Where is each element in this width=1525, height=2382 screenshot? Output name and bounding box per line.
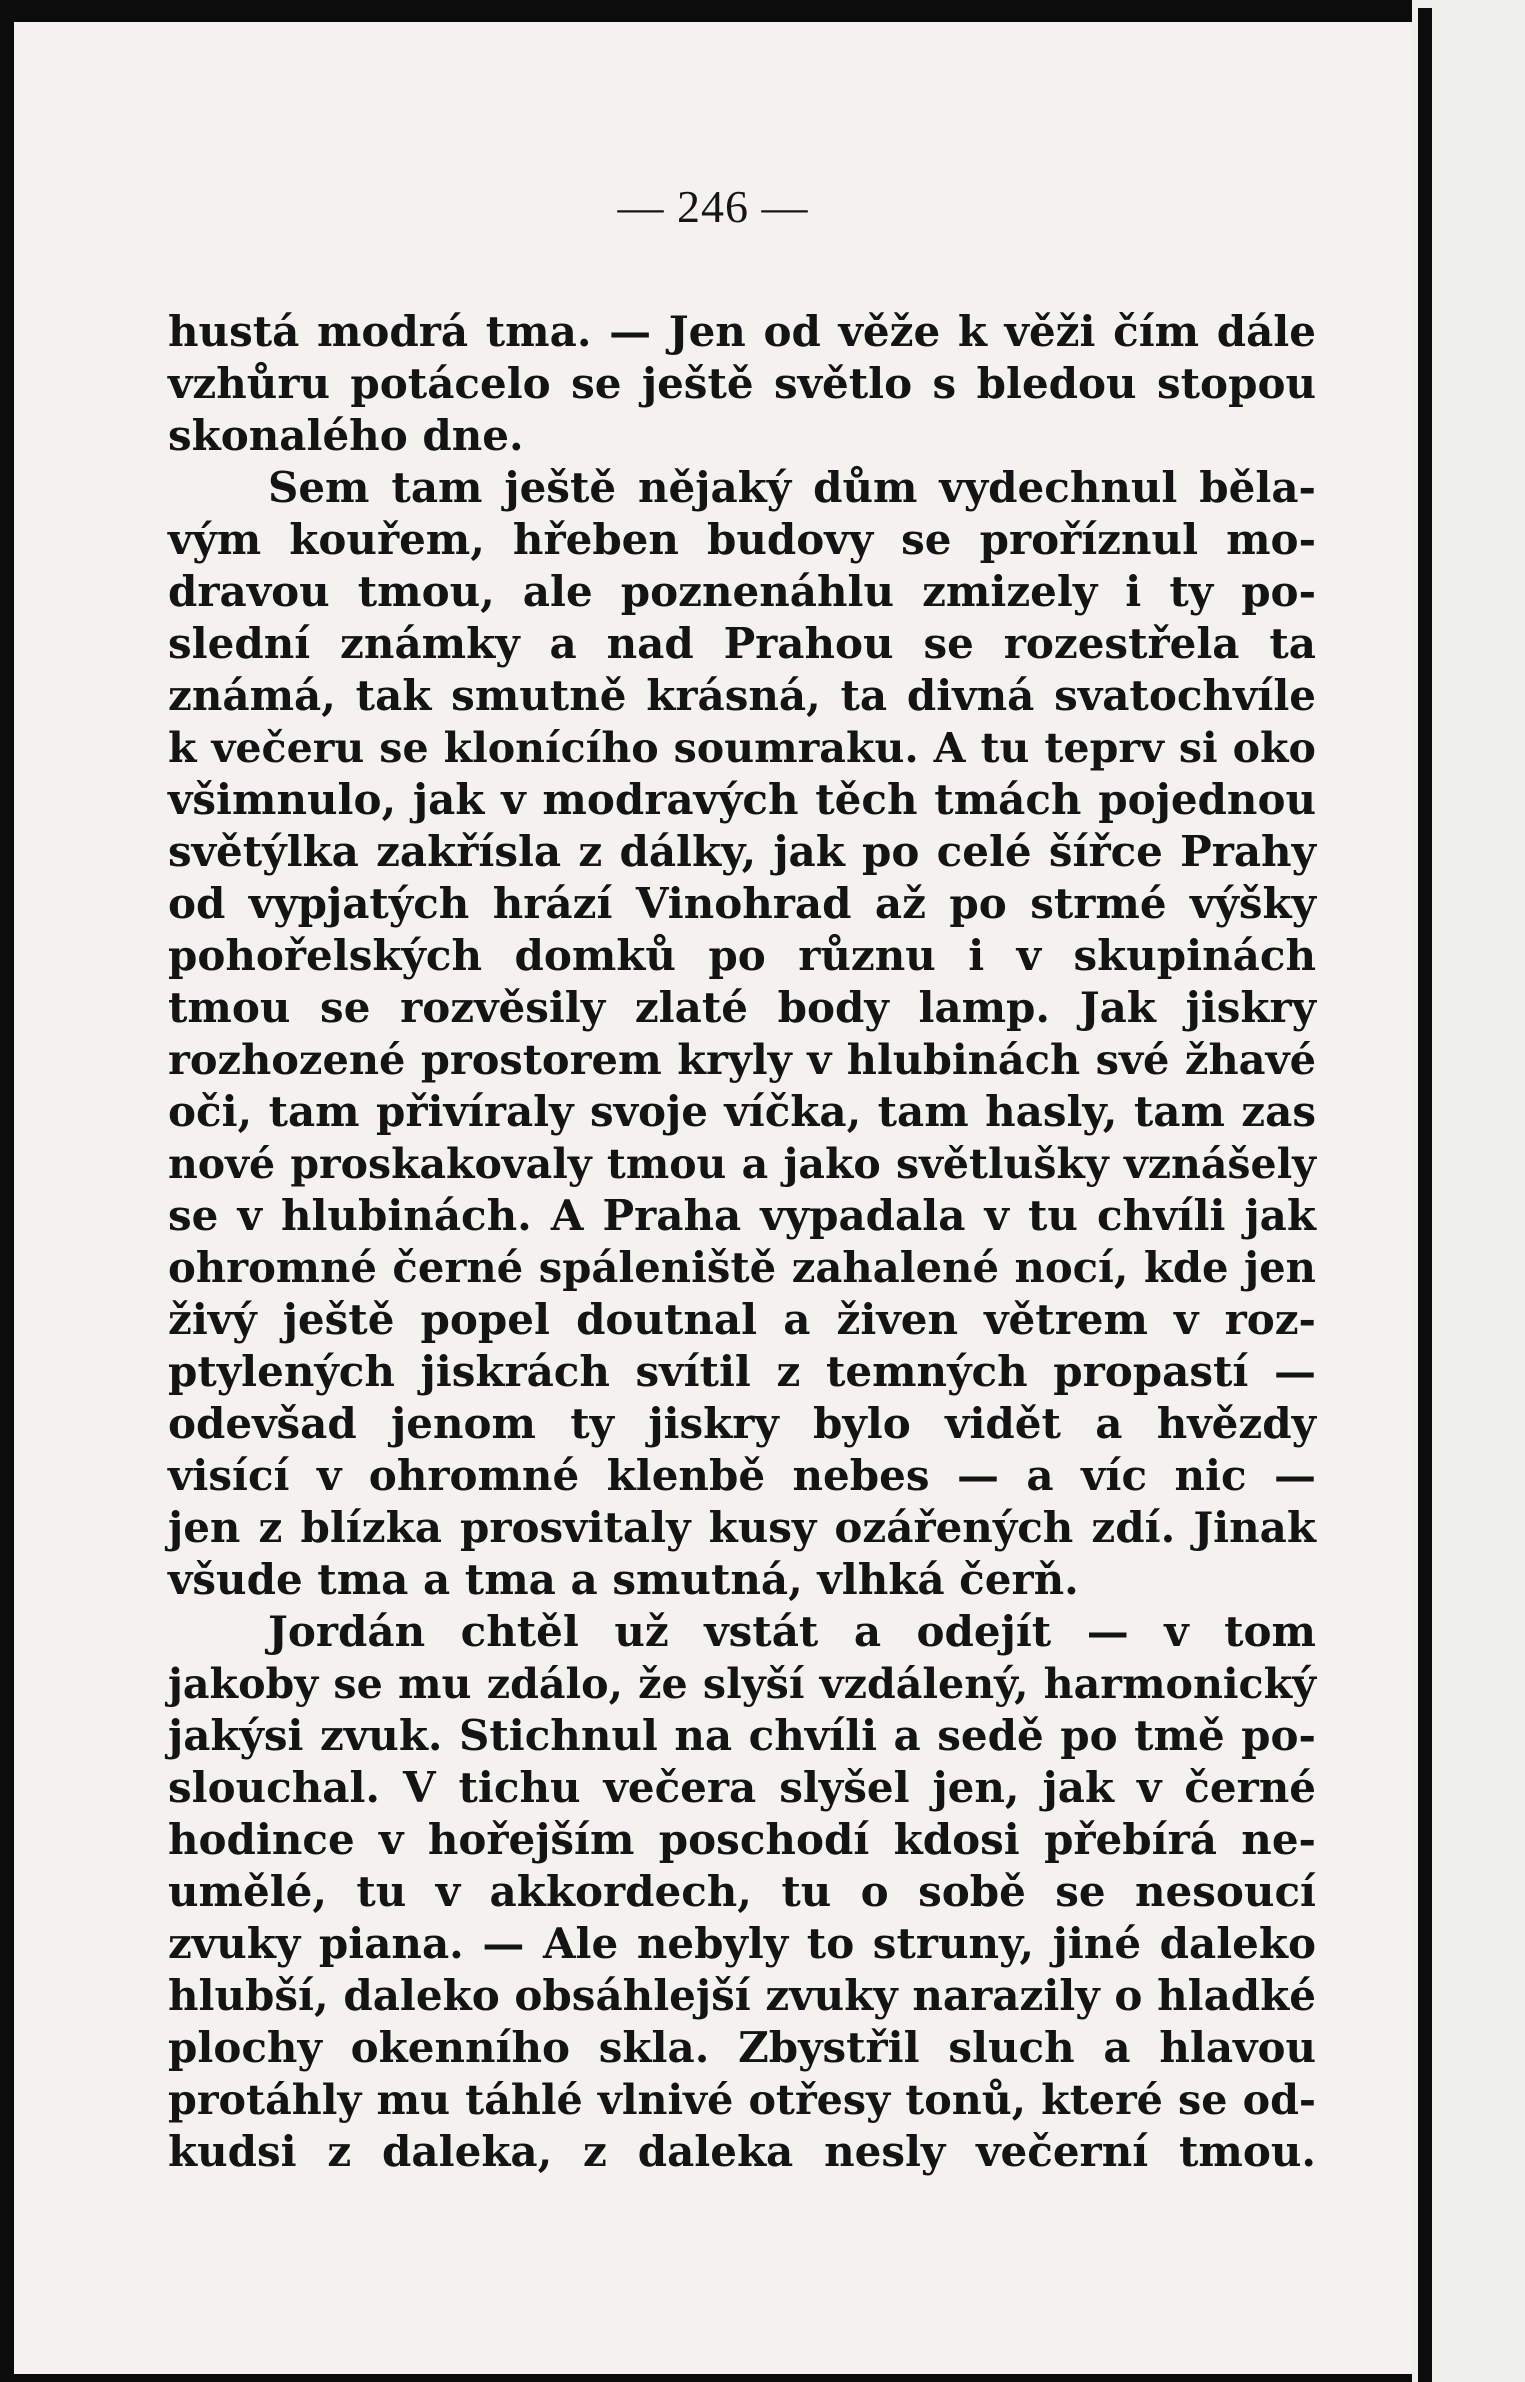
text-line: odevšad jenom ty jiskry bylo vidět a hvězdy [168,1399,1316,1448]
page-number: — 246 — [617,181,809,232]
text-line: plochy okenního skla. Zbystřil sluch a hlavou [168,2023,1316,2072]
text-line: známá, tak smutně krásná, ta divná svatochvíle [168,671,1316,720]
text-line: živý ještě popel doutnal a živen větrem v roz- [168,1295,1316,1344]
text-line: protáhly mu táhlé vlnivé otřesy tonů, které se od- [168,2075,1316,2124]
body-text [168,306,1316,2178]
text-line: ptylených jiskrách svítil z temných propastí — [168,1347,1316,1396]
book-page [14,22,1412,2374]
text-line: zvuky piana. — Ale nebyly to struny, jiné daleko [168,1919,1316,1968]
text-line: od vypjatých hrází Vinohrad až po strmé výšky [168,879,1316,928]
text-line: nové proskakovaly tmou a jako světlušky vznášely [168,1139,1316,1188]
text-line: vým kouřem, hřeben budovy se proříznul mo- [168,515,1316,564]
text-line: jakoby se mu zdálo, že slyší vzdálený, harmonický [168,1659,1316,1708]
text-line: ohromné černé spáleniště zahalené nocí, kde jen [168,1243,1316,1292]
paragraph [168,306,1316,462]
text-line: kudsi z daleka, z daleka nesly večerní tmou. [168,2127,1316,2176]
text-line: všimnulo, jak v modravých těch tmách pojednou [168,775,1316,824]
paragraph [168,1606,1316,2178]
page-gutter-shadow [1418,8,1432,2382]
text-line: hlubší, daleko obsáhlejší zvuky narazily o hladké [168,1971,1316,2020]
text-line: vzhůru potácelo se ještě světlo s bledou stopou [168,359,1316,408]
text-line: skonalého dne. [168,411,524,460]
text-line: hustá modrá tma. — Jen od věže k věži čím dále [168,307,1316,356]
text-line: světýlka zakřísla z dálky, jak po celé šířce Prahy [168,827,1316,876]
text-line: se v hlubinách. A Praha vypadala v tu chvíli jak [168,1191,1316,1240]
text-line: dravou tmou, ale poznenáhlu zmizely i ty po- [168,567,1316,616]
text-line: visící v ohromné klenbě nebes — a víc nic — [168,1451,1316,1500]
text-line: jakýsi zvuk. Stichnul na chvíli a sedě po tmě po- [168,1711,1316,1760]
text-line: pohořelských domků po různu i v skupinách [168,931,1316,980]
text-line: Jordán chtěl už vstát a odejít — v tom [268,1607,1316,1656]
text-line: Sem tam ještě nějaký dům vydechnul běla- [268,463,1316,512]
text-line: rozhozené prostorem kryly v hlubinách své žhavé [168,1035,1316,1084]
text-line: hodince v hořejším poschodí kdosi přebírá ne- [168,1815,1316,1864]
text-line: oči, tam přivíraly svoje víčka, tam hasly, tam zas [168,1087,1316,1136]
text-line: jen z blízka prosvitaly kusy ozářených zdí. Jinak [168,1503,1316,1552]
text-line: slouchal. V tichu večera slyšel jen, jak v černé [168,1763,1316,1812]
text-line: k večeru se klonícího soumraku. A tu teprv si oko [168,723,1316,772]
paragraph [168,462,1316,1606]
text-line: všude tma a tma a smutná, vlhká čerň. [168,1555,1079,1604]
text-line: slední známky a nad Prahou se rozestřela ta [168,619,1316,668]
text-line: tmou se rozvěsily zlaté body lamp. Jak jiskry [168,983,1316,1032]
text-line: umělé, tu v akkordech, tu o sobě se nesoucí [168,1867,1316,1916]
